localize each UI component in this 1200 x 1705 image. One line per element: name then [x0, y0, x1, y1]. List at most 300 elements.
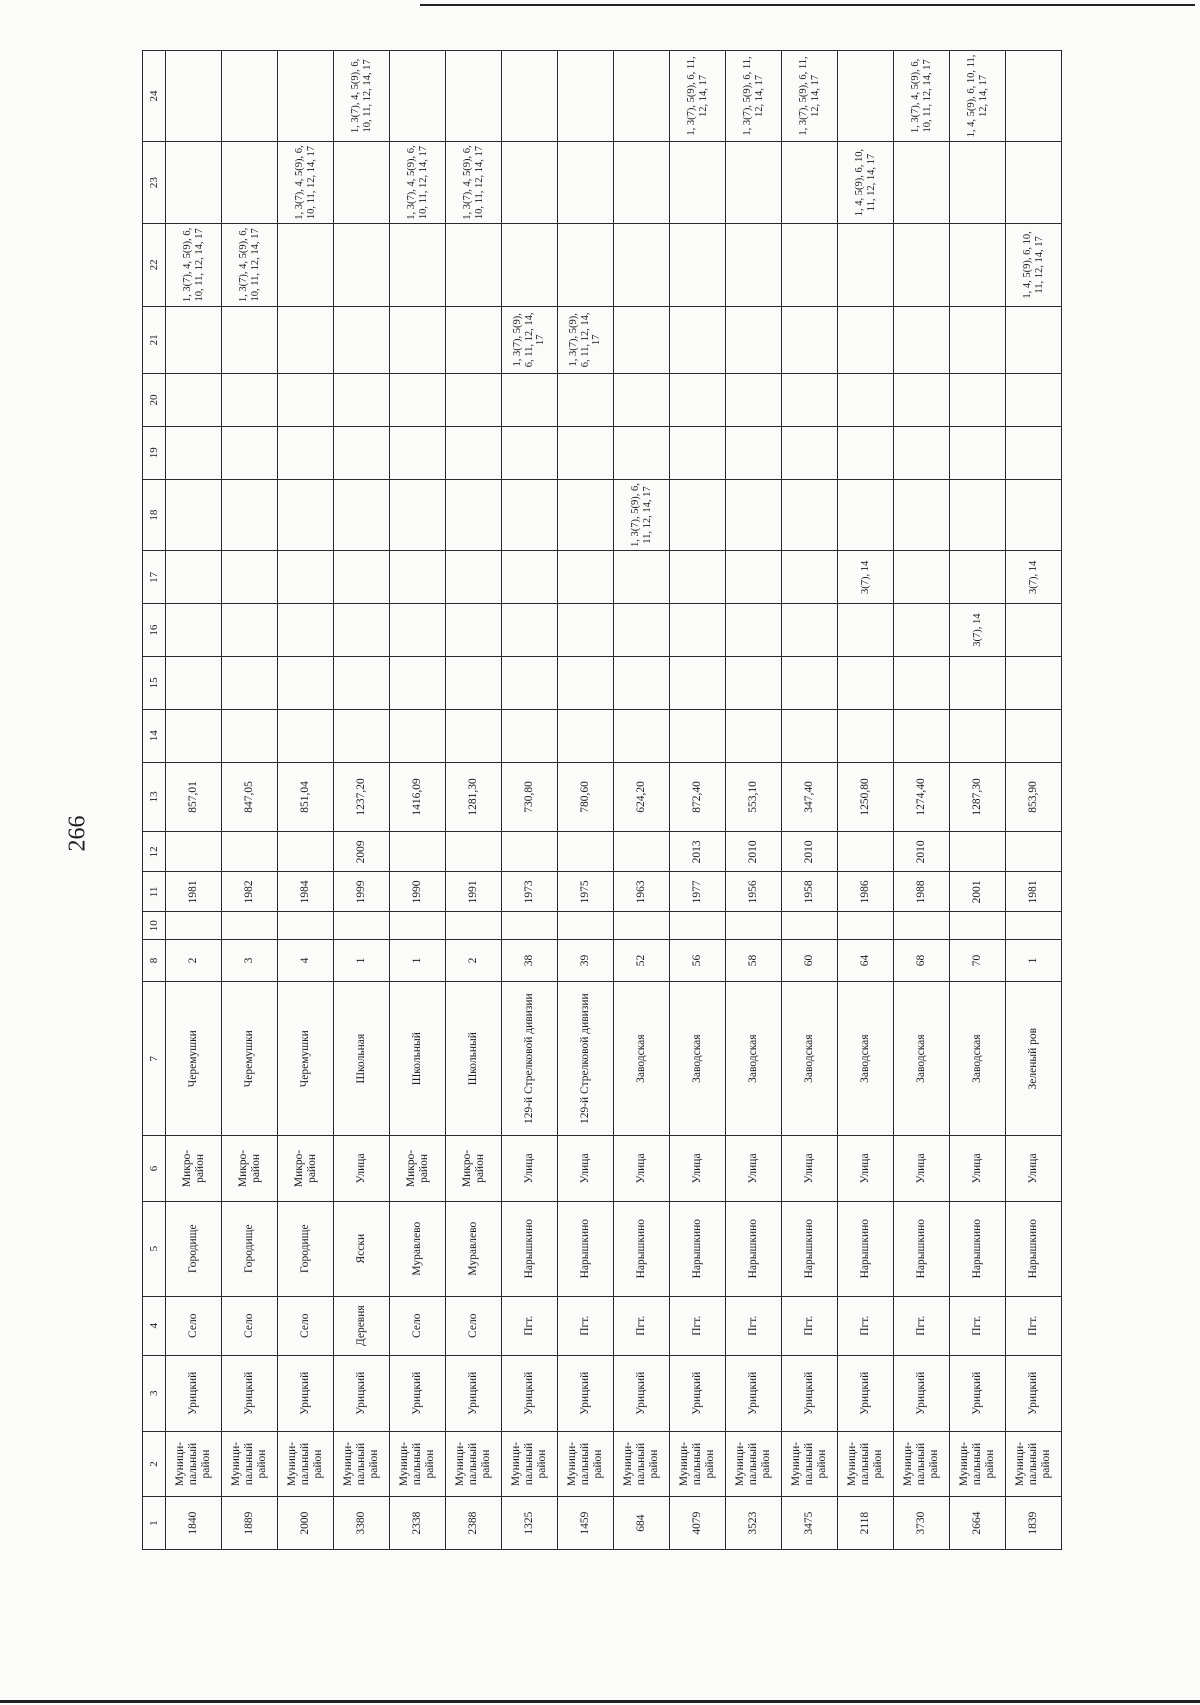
table-cell: Нарышкино	[1006, 1201, 1062, 1296]
column-header: 5	[143, 1201, 166, 1296]
table-cell: Ясски	[334, 1201, 390, 1296]
table-cell: Нарышкино	[614, 1201, 670, 1296]
table-cell	[390, 426, 446, 479]
table-cell: 3523	[726, 1497, 782, 1550]
column-header: 6	[143, 1136, 166, 1201]
table-cell: 1	[390, 939, 446, 981]
table-row	[166, 51, 222, 1550]
table-cell	[278, 479, 334, 551]
table-cell	[894, 426, 950, 479]
table-cell: Пгт.	[1006, 1296, 1062, 1355]
column-header: 17	[143, 551, 166, 604]
table-cell	[390, 374, 446, 427]
table-cell: Урицкий	[502, 1355, 558, 1431]
table-cell	[614, 657, 670, 710]
table-cell: Пгт.	[670, 1296, 726, 1355]
table-cell	[166, 832, 222, 872]
table-cell: Пгт.	[950, 1296, 1006, 1355]
table-cell: Микро-район	[446, 1136, 502, 1201]
table-cell: Пгт.	[838, 1296, 894, 1355]
table-cell	[782, 551, 838, 604]
table-cell	[390, 912, 446, 939]
table-cell	[222, 912, 278, 939]
table-cell: Школьный	[446, 982, 502, 1136]
table-cell: 1, 3(7), 5(9), 6, 11, 12, 14, 17	[670, 51, 726, 142]
table-cell	[1006, 306, 1062, 374]
table-cell: Заводская	[950, 982, 1006, 1136]
table-cell	[558, 374, 614, 427]
table-cell	[334, 657, 390, 710]
table-cell: 347,40	[782, 762, 838, 832]
table-cell	[838, 224, 894, 306]
table-cell	[894, 551, 950, 604]
table-cell: Урицкий	[782, 1355, 838, 1431]
table-cell	[502, 51, 558, 142]
table-cell: Урицкий	[670, 1355, 726, 1431]
table-cell	[334, 912, 390, 939]
table-cell: 1975	[558, 872, 614, 912]
table-cell: 2	[446, 939, 502, 981]
table-cell	[502, 912, 558, 939]
table-cell: 1459	[558, 1497, 614, 1550]
table-cell: 1999	[334, 872, 390, 912]
table-row	[782, 51, 838, 1550]
table-body	[166, 51, 1062, 1550]
table-cell: Муници-пальный район	[614, 1431, 670, 1496]
table-cell	[446, 374, 502, 427]
table-cell: 1, 3(7), 4, 5(9), 6, 10, 11, 12, 14, 17	[222, 224, 278, 306]
table-cell: Улица	[1006, 1136, 1062, 1201]
table-row	[334, 51, 390, 1550]
table-cell: Пгт.	[726, 1296, 782, 1355]
table-cell: Муници-пальный район	[334, 1431, 390, 1496]
table-cell: Нарышкино	[670, 1201, 726, 1296]
table-cell	[502, 224, 558, 306]
table-cell	[894, 657, 950, 710]
table-cell: Муници-пальный район	[558, 1431, 614, 1496]
table-row	[726, 51, 782, 1550]
table-cell	[614, 912, 670, 939]
table-cell: Урицкий	[1006, 1355, 1062, 1431]
table-cell	[558, 479, 614, 551]
table-cell	[166, 426, 222, 479]
table-cell	[838, 479, 894, 551]
table-cell: 1, 3(7), 4, 5(9), 6, 10, 11, 12, 14, 17	[446, 141, 502, 223]
table-cell: Черемушки	[222, 982, 278, 1136]
table-cell: Муници-пальный район	[502, 1431, 558, 1496]
scan-rule-bottom	[0, 1700, 1200, 1703]
table-cell	[614, 709, 670, 762]
table-cell	[278, 551, 334, 604]
table-cell	[334, 604, 390, 657]
table-cell: 39	[558, 939, 614, 981]
table-cell: Микро-район	[166, 1136, 222, 1201]
column-header: 10	[143, 912, 166, 939]
table-cell: Школьная	[334, 982, 390, 1136]
table-row	[558, 51, 614, 1550]
table-cell: 3(7), 14	[950, 604, 1006, 657]
table-cell: 1958	[782, 872, 838, 912]
table-cell	[334, 141, 390, 223]
table-cell	[222, 51, 278, 142]
table-cell	[670, 551, 726, 604]
table-cell: 3730	[894, 1497, 950, 1550]
table-cell	[670, 374, 726, 427]
column-header: 7	[143, 982, 166, 1136]
table-cell: 68	[894, 939, 950, 981]
column-header: 1	[143, 1497, 166, 1550]
table-cell: Урицкий	[894, 1355, 950, 1431]
table-cell	[894, 141, 950, 223]
table-cell: Урицкий	[446, 1355, 502, 1431]
table-cell: Муравлево	[390, 1201, 446, 1296]
table-cell	[558, 657, 614, 710]
table-cell	[894, 709, 950, 762]
table-cell: 3380	[334, 1497, 390, 1550]
table-cell: 1963	[614, 872, 670, 912]
table-cell	[838, 657, 894, 710]
table-cell	[950, 141, 1006, 223]
table-cell	[1006, 141, 1062, 223]
table-cell: Пгт.	[502, 1296, 558, 1355]
table-cell	[726, 709, 782, 762]
table-cell	[782, 912, 838, 939]
column-header: 12	[143, 832, 166, 872]
table-cell	[502, 657, 558, 710]
table-cell: Микро-район	[222, 1136, 278, 1201]
column-header: 18	[143, 479, 166, 551]
table-cell	[446, 604, 502, 657]
table-cell: Заводская	[670, 982, 726, 1136]
table-cell	[558, 51, 614, 142]
table-cell: Нарышкино	[558, 1201, 614, 1296]
table-cell: 1991	[446, 872, 502, 912]
table-cell	[838, 912, 894, 939]
table-cell: Нарышкино	[950, 1201, 1006, 1296]
table-cell	[390, 657, 446, 710]
table-cell: 2	[166, 939, 222, 981]
table-cell	[446, 51, 502, 142]
table-cell: Урицкий	[614, 1355, 670, 1431]
table-cell	[446, 657, 502, 710]
table-cell	[390, 306, 446, 374]
table-cell: 4	[278, 939, 334, 981]
table-cell	[614, 604, 670, 657]
table-cell: 730,80	[502, 762, 558, 832]
table-cell	[558, 709, 614, 762]
table-cell: Заводская	[726, 982, 782, 1136]
table-cell	[726, 224, 782, 306]
table-cell	[838, 604, 894, 657]
table-cell: 1	[334, 939, 390, 981]
table-cell	[166, 374, 222, 427]
table-cell: Пгт.	[894, 1296, 950, 1355]
table-cell	[838, 374, 894, 427]
table-cell: 129-й Стрелковой дивизии	[558, 982, 614, 1136]
table-cell: 56	[670, 939, 726, 981]
table-cell	[950, 224, 1006, 306]
table-cell: Улица	[334, 1136, 390, 1201]
table-row	[894, 51, 950, 1550]
table-cell	[334, 224, 390, 306]
table-cell	[278, 604, 334, 657]
table-cell: Заводская	[894, 982, 950, 1136]
rotated-table-frame	[142, 50, 1052, 1550]
table-cell: 70	[950, 939, 1006, 981]
table-cell: 1287,30	[950, 762, 1006, 832]
table-cell	[894, 224, 950, 306]
table-cell	[222, 426, 278, 479]
table-cell	[278, 912, 334, 939]
table-cell: 1250,80	[838, 762, 894, 832]
table-cell: 1, 3(7), 4, 5(9), 6, 10, 11, 12, 14, 17	[894, 51, 950, 142]
table-cell	[558, 224, 614, 306]
table-cell: Муници-пальный район	[838, 1431, 894, 1496]
table-cell: Пгт.	[614, 1296, 670, 1355]
table-cell	[670, 141, 726, 223]
table-cell: 1	[1006, 939, 1062, 981]
table-cell: Улица	[838, 1136, 894, 1201]
table-cell	[726, 657, 782, 710]
table-cell	[166, 912, 222, 939]
table-row	[1006, 51, 1062, 1550]
table-row	[390, 51, 446, 1550]
table-cell: Урицкий	[278, 1355, 334, 1431]
table-cell: Урицкий	[838, 1355, 894, 1431]
table-cell	[614, 426, 670, 479]
table-cell	[166, 709, 222, 762]
table-cell: Муравлево	[446, 1201, 502, 1296]
table-cell: 1990	[390, 872, 446, 912]
table-cell: Школьный	[390, 982, 446, 1136]
table-cell	[278, 709, 334, 762]
table-cell	[278, 426, 334, 479]
table-cell	[950, 709, 1006, 762]
table-cell: Урицкий	[222, 1355, 278, 1431]
table-cell	[614, 374, 670, 427]
table-row	[446, 51, 502, 1550]
table-cell	[502, 479, 558, 551]
table-cell	[390, 51, 446, 142]
table-cell: 2009	[334, 832, 390, 872]
table-cell	[334, 551, 390, 604]
table-cell: Черемушки	[278, 982, 334, 1136]
table-cell: 1, 3(7), 4, 5(9), 6, 10, 11, 12, 14, 17	[390, 141, 446, 223]
table-cell: Городище	[278, 1201, 334, 1296]
table-row	[278, 51, 334, 1550]
table-cell	[838, 709, 894, 762]
table-cell	[614, 551, 670, 604]
table-cell	[614, 141, 670, 223]
table-cell	[558, 426, 614, 479]
table-cell: 1984	[278, 872, 334, 912]
table-cell: Улица	[782, 1136, 838, 1201]
table-cell	[782, 479, 838, 551]
table-cell	[838, 832, 894, 872]
table-cell: 64	[838, 939, 894, 981]
table-cell: Урицкий	[166, 1355, 222, 1431]
table-cell	[838, 306, 894, 374]
table-cell: 1, 3(7), 5(9), 6, 11, 12, 14, 17	[614, 479, 670, 551]
table-cell	[446, 479, 502, 551]
table-cell: 857,01	[166, 762, 222, 832]
table-cell	[390, 604, 446, 657]
table-cell: 1973	[502, 872, 558, 912]
table-cell	[334, 479, 390, 551]
table-cell	[726, 912, 782, 939]
table-cell: 1982	[222, 872, 278, 912]
table-wrapper	[142, 50, 1052, 1550]
table-cell	[278, 51, 334, 142]
table-cell	[334, 426, 390, 479]
table-cell: Нарышкино	[894, 1201, 950, 1296]
table-cell: 1839	[1006, 1497, 1062, 1550]
table-cell: Нарышкино	[502, 1201, 558, 1296]
table-cell: Пгт.	[782, 1296, 838, 1355]
table-cell: Село	[446, 1296, 502, 1355]
table-cell: 1986	[838, 872, 894, 912]
table-row	[222, 51, 278, 1550]
table-cell: Улица	[558, 1136, 614, 1201]
table-cell: Муници-пальный район	[446, 1431, 502, 1496]
table-cell: 2010	[726, 832, 782, 872]
table-cell: 1977	[670, 872, 726, 912]
header-row	[143, 51, 166, 1550]
table-cell	[838, 51, 894, 142]
table-cell	[894, 604, 950, 657]
housing-registry-table	[142, 50, 1062, 1550]
table-cell: Муници-пальный район	[726, 1431, 782, 1496]
table-cell: Заводская	[782, 982, 838, 1136]
table-cell	[670, 426, 726, 479]
table-cell	[670, 709, 726, 762]
table-cell: 1274,40	[894, 762, 950, 832]
table-cell	[726, 479, 782, 551]
table-cell	[614, 832, 670, 872]
table-cell: 1988	[894, 872, 950, 912]
column-header: 15	[143, 657, 166, 710]
column-header: 11	[143, 872, 166, 912]
table-cell: 2010	[782, 832, 838, 872]
table-cell: 847,05	[222, 762, 278, 832]
table-cell: Микро-район	[390, 1136, 446, 1201]
table-cell: Зеленый ров	[1006, 982, 1062, 1136]
table-cell	[782, 224, 838, 306]
table-cell: Муници-пальный район	[782, 1431, 838, 1496]
table-cell	[950, 374, 1006, 427]
table-cell: 1237,20	[334, 762, 390, 832]
table-cell: 1956	[726, 872, 782, 912]
table-cell	[614, 224, 670, 306]
table-cell: 2010	[894, 832, 950, 872]
column-header: 19	[143, 426, 166, 479]
table-cell	[782, 657, 838, 710]
column-header: 22	[143, 224, 166, 306]
table-cell: Черемушки	[166, 982, 222, 1136]
table-cell	[222, 551, 278, 604]
table-cell	[166, 604, 222, 657]
table-cell: Пгт.	[558, 1296, 614, 1355]
table-cell: Улица	[614, 1136, 670, 1201]
table-cell: Село	[166, 1296, 222, 1355]
table-cell	[222, 832, 278, 872]
table-cell	[446, 912, 502, 939]
table-cell: 853,90	[1006, 762, 1062, 832]
table-cell	[334, 709, 390, 762]
column-header: 8	[143, 939, 166, 981]
table-cell: Муници-пальный район	[1006, 1431, 1062, 1496]
table-cell: Улица	[950, 1136, 1006, 1201]
table-row	[614, 51, 670, 1550]
table-cell	[390, 479, 446, 551]
table-cell	[950, 832, 1006, 872]
table-cell: 780,60	[558, 762, 614, 832]
table-cell	[726, 551, 782, 604]
column-header: 13	[143, 762, 166, 832]
table-cell: 1, 3(7), 5(9), 6, 11, 12, 14, 17	[782, 51, 838, 142]
table-cell: 1416,09	[390, 762, 446, 832]
table-cell	[670, 657, 726, 710]
table-cell	[782, 426, 838, 479]
table-cell: Муници-пальный район	[166, 1431, 222, 1496]
table-cell	[446, 426, 502, 479]
table-cell	[950, 306, 1006, 374]
table-cell: Улица	[726, 1136, 782, 1201]
table-cell: Муници-пальный район	[390, 1431, 446, 1496]
table-cell	[1006, 709, 1062, 762]
table-cell: 2118	[838, 1497, 894, 1550]
table-cell	[222, 657, 278, 710]
table-cell	[446, 832, 502, 872]
table-cell	[502, 426, 558, 479]
table-cell	[278, 374, 334, 427]
table-cell	[446, 551, 502, 604]
table-cell: Заводская	[614, 982, 670, 1136]
table-cell: 38	[502, 939, 558, 981]
table-cell	[222, 604, 278, 657]
table-cell	[670, 604, 726, 657]
table-row	[950, 51, 1006, 1550]
table-cell	[894, 306, 950, 374]
table-cell	[1006, 426, 1062, 479]
table-cell: Заводская	[838, 982, 894, 1136]
table-cell	[726, 306, 782, 374]
column-header: 23	[143, 141, 166, 223]
table-cell	[670, 224, 726, 306]
column-header: 21	[143, 306, 166, 374]
table-cell	[390, 709, 446, 762]
table-cell: 1981	[1006, 872, 1062, 912]
table-cell: Улица	[502, 1136, 558, 1201]
table-cell	[166, 551, 222, 604]
table-cell: 1, 3(7), 5(9), 6, 11, 12, 14, 17	[558, 306, 614, 374]
table-cell: Улица	[894, 1136, 950, 1201]
table-cell: 1, 4, 5(9), 6, 10, 11, 12, 14, 17	[1006, 224, 1062, 306]
table-cell: 1, 3(7), 4, 5(9), 6, 10, 11, 12, 14, 17	[334, 51, 390, 142]
table-cell	[670, 306, 726, 374]
table-cell	[166, 51, 222, 142]
page-number: 266	[64, 815, 91, 852]
table-cell	[446, 224, 502, 306]
table-cell	[558, 604, 614, 657]
table-cell	[894, 374, 950, 427]
table-cell: 2013	[670, 832, 726, 872]
table-cell: Деревня	[334, 1296, 390, 1355]
table-cell: 553,10	[726, 762, 782, 832]
table-cell	[222, 479, 278, 551]
table-cell	[390, 551, 446, 604]
table-cell: 60	[782, 939, 838, 981]
